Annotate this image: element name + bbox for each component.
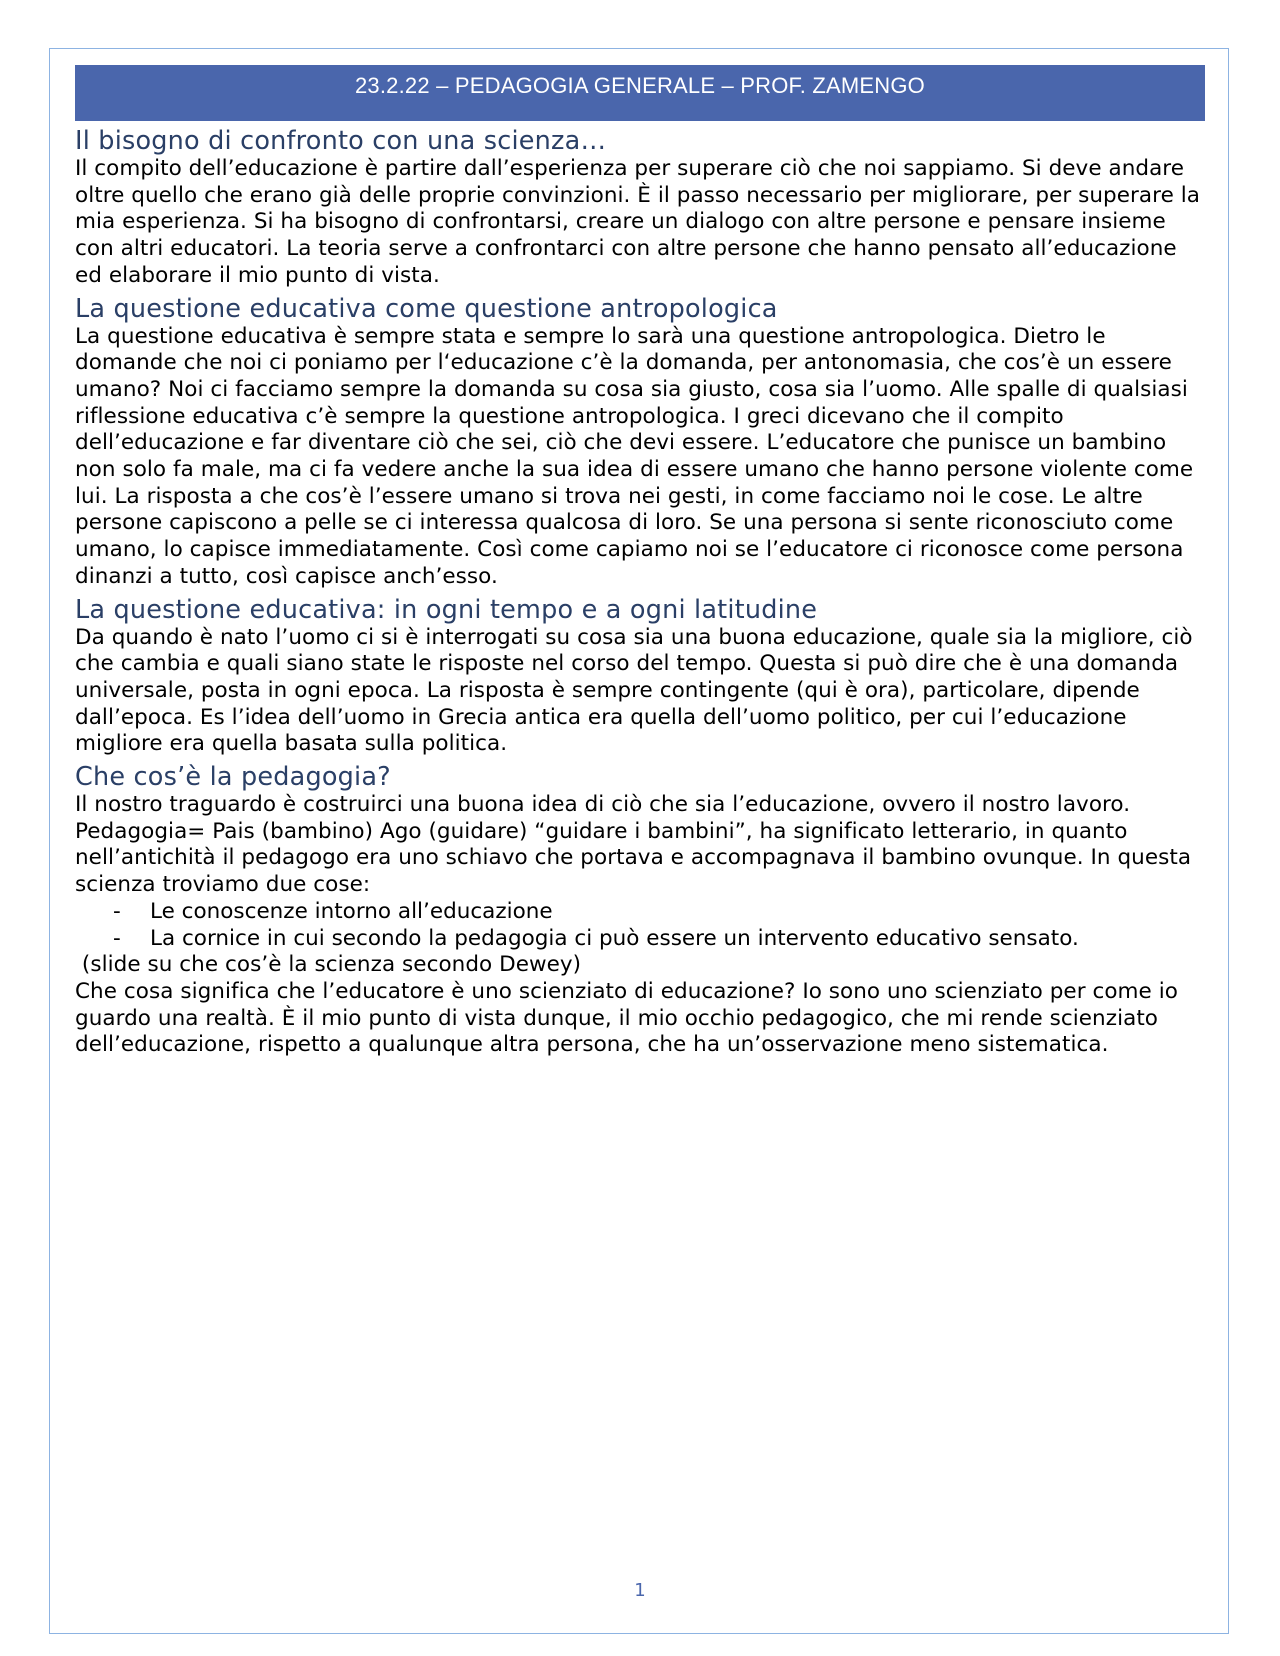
list-item [75, 926, 1210, 953]
section-paragraph: Il nostro traguardo è costruirci una buona idea di ciò che sia l’educazione, ovvero il nostro lavoro. Pedagogia= Pais (bambino) Ago (guidare) “guidare i bambini”, ha significato letterario, in quanto nell’antichità il pedagogo era uno schiavo che portava e accompagnava il bambino ovunque. In questa scienza troviamo due cose: [75, 792, 1192, 898]
list-item-text: La cornice in cui secondo la pedagogia ci può essere un intervento educativo sensato. [150, 925, 1079, 951]
section-paragraph: Da quando è nato l’uomo ci si è interrogati su cosa sia una buona educazione, quale sia la migliore, ciò che cambia e quali siano state le risposte nel corso del tempo. Questa si può dire che è una domanda universale, posta in ogni epoca. La risposta è sempre contingente (qui è ora), particolare, dipende dall’epoca. Es l’idea dell’uomo in Grecia antica era quella dell’uomo politico, per cui l’educazione migliore era quella basata sulla politica. [75, 624, 1193, 757]
section-questione-antropologica [75, 294, 1210, 591]
closing-paragraph: Che cosa significa che l’educatore è uno scienziato di educazione? Io sono uno scienziato per come io guardo una realtà. È il mio punto di vista dunque, il mio occhio pedagogico, che mi rende scienziato dell’educazione, rispetto a qualunque altra persona, che ha un’osservazione meno sistematica. [75, 978, 1178, 1058]
slide-note: (slide su che cos’è la scienza secondo Dewey) [75, 952, 582, 978]
section-ogni-tempo [75, 595, 1210, 759]
bullet-list [75, 899, 1210, 952]
header-title: 23.2.22 – PEDAGOGIA GENERALE – PROF. ZAMENGO [355, 73, 925, 98]
document-header [75, 65, 1205, 121]
list-dash-marker: - [113, 925, 121, 951]
section-heading: Che cos’è la pedagogia? [75, 762, 391, 793]
list-dash-marker: - [113, 898, 121, 924]
list-item-text: Le conoscenze intorno all’educazione [150, 898, 553, 924]
section-bisogno-confronto [75, 126, 1210, 290]
section-cos-e-pedagogia [75, 762, 1210, 1059]
document-body [75, 126, 1210, 1059]
section-heading: Il bisogno di confronto con una scienza… [75, 126, 607, 156]
page-number: 1 [634, 1580, 646, 1601]
section-paragraph: La questione educativa è sempre stata e sempre lo sarà una questione antropologica. Dietro le domande che noi ci poniamo per l‘educazione c’è la domanda, per antonomasia, che cos’è un essere umano? Noi ci facciamo sempre la domanda su cosa sia giusto, cosa sia l’uomo. Alle spalle di qualsiasi riflessione educativa c’è sempre la questione antropologica. I greci dicevano che il compito dell’educazione e far diventare ciò che sei, ciò che devi essere. L’educatore che punisce un bambino non solo fa male, ma ci fa vedere anche la sua idea di essere umano che hanno persone violente come lui. La risposta a che cos’è l’essere umano si trova nei gesti, in come facciamo noi le cose. Le altre persone capiscono a pelle se ci interessa qualcosa di loro. Se una persona si sente riconosciuto come umano, lo capisce immediatamente. Così come capiamo noi se l’educatore ci riconosce come persona dinanzi a tutto, così capisce anch’esso. [75, 323, 1194, 589]
section-heading: La questione educativa: in ogni tempo e a ogni latitudine [75, 594, 818, 625]
list-item [75, 899, 1210, 926]
section-heading: La questione educativa come questione antropologica [75, 293, 778, 324]
section-paragraph: Il compito dell’educazione è partire dall’esperienza per superare ciò che noi sappiamo. Si deve andare oltre quello che erano già delle proprie convinzioni. È il passo necessario per migliorare, per superare la mia esperienza. Si ha bisogno di confrontarsi, creare un dialogo con altre persone e pensare insieme con altri educatori. La teoria serve a confrontarci con altre persone che hanno pensato all’educazione ed elaborare il mio punto di vista. [75, 156, 1200, 288]
